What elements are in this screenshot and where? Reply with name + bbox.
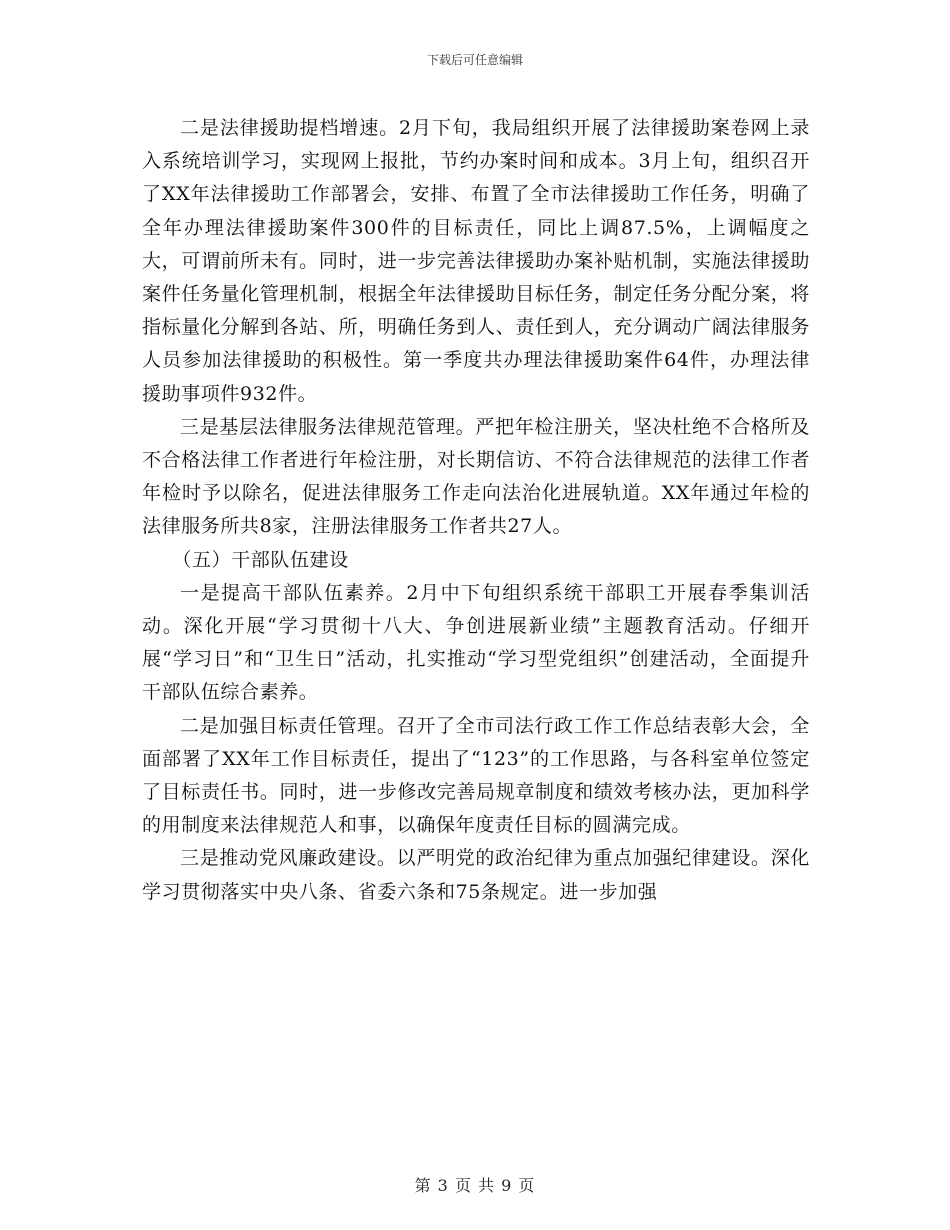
document-body xyxy=(142,112,810,909)
paragraph-legal-aid: 二是法律援助提档增速。2月下旬，我局组织开展了法律援助案卷网上录入系统培训学习，实现网上报批，节约办案时间和成本。3月上旬，组织召开了XX年法律援助工作部署会，安排、布置了全市法律援助工作任务，明确了全年办理法律援助案件300件的目标责任，同比上调87.5%，上调幅度之大，可谓前所未有。同时，进一步完善法律援助办案补贴机制，实施法律援助案件任务量化管理机制，根据全年法律援助目标任务，制定任务分配分案，将指标量化分解到各站、所，明确任务到人、责任到人，充分调动广阔法律服务人员参加法律援助的积极性。第一季度共办理法律援助案件64件，办理法律援助事项件932件。 xyxy=(142,117,810,405)
page-header: 下载后可任意编辑 xyxy=(426,53,523,67)
paragraph-party-conduct: 三是推动党风廉政建设。以严明党的政治纪律为重点加强纪律建设。深化学习贯彻落实中央八条、省委六条和75条规定。进一步加强 xyxy=(142,847,810,903)
paragraph-target-responsibility: 二是加强目标责任管理。召开了全市司法行政工作工作总结表彰大会，全面部署了XX年工作目标责任，提出了“123”的工作思路，与各科室单位签定了目标责任书。同时，进一步修改完善局规章制度和绩效考核办法，更加科学的用制度来法律规范人和事，以确保年度责任目标的圆满完成。 xyxy=(142,714,810,837)
paragraph-grassroots-legal-service: 三是基层法律服务法律规范管理。严把年检注册关，坚决杜绝不合格所及不合格法律工作者进行年检注册，对长期信访、不符合法律规范的法律工作者年检时予以除名，促进法律服务工作走向法治化进展轨道。XX年通过年检的法律服务所共8家，注册法律服务工作者共27人。 xyxy=(142,415,810,538)
paragraph-cadre-quality: 一是提高干部队伍素养。2月中下旬组织系统干部职工开展春季集训活动。深化开展“学习贯彻十八大、争创进展新业绩”主题教育活动。仔细开展“学习日”和“卫生日”活动，扎实推动“学习型党组织”创建活动，全面提升干部队伍综合素养。 xyxy=(142,581,810,704)
page-number-footer: 第 3 页 共 9 页 xyxy=(414,1176,536,1195)
section-heading-cadre-team: （五）干部队伍建设 xyxy=(172,548,349,571)
